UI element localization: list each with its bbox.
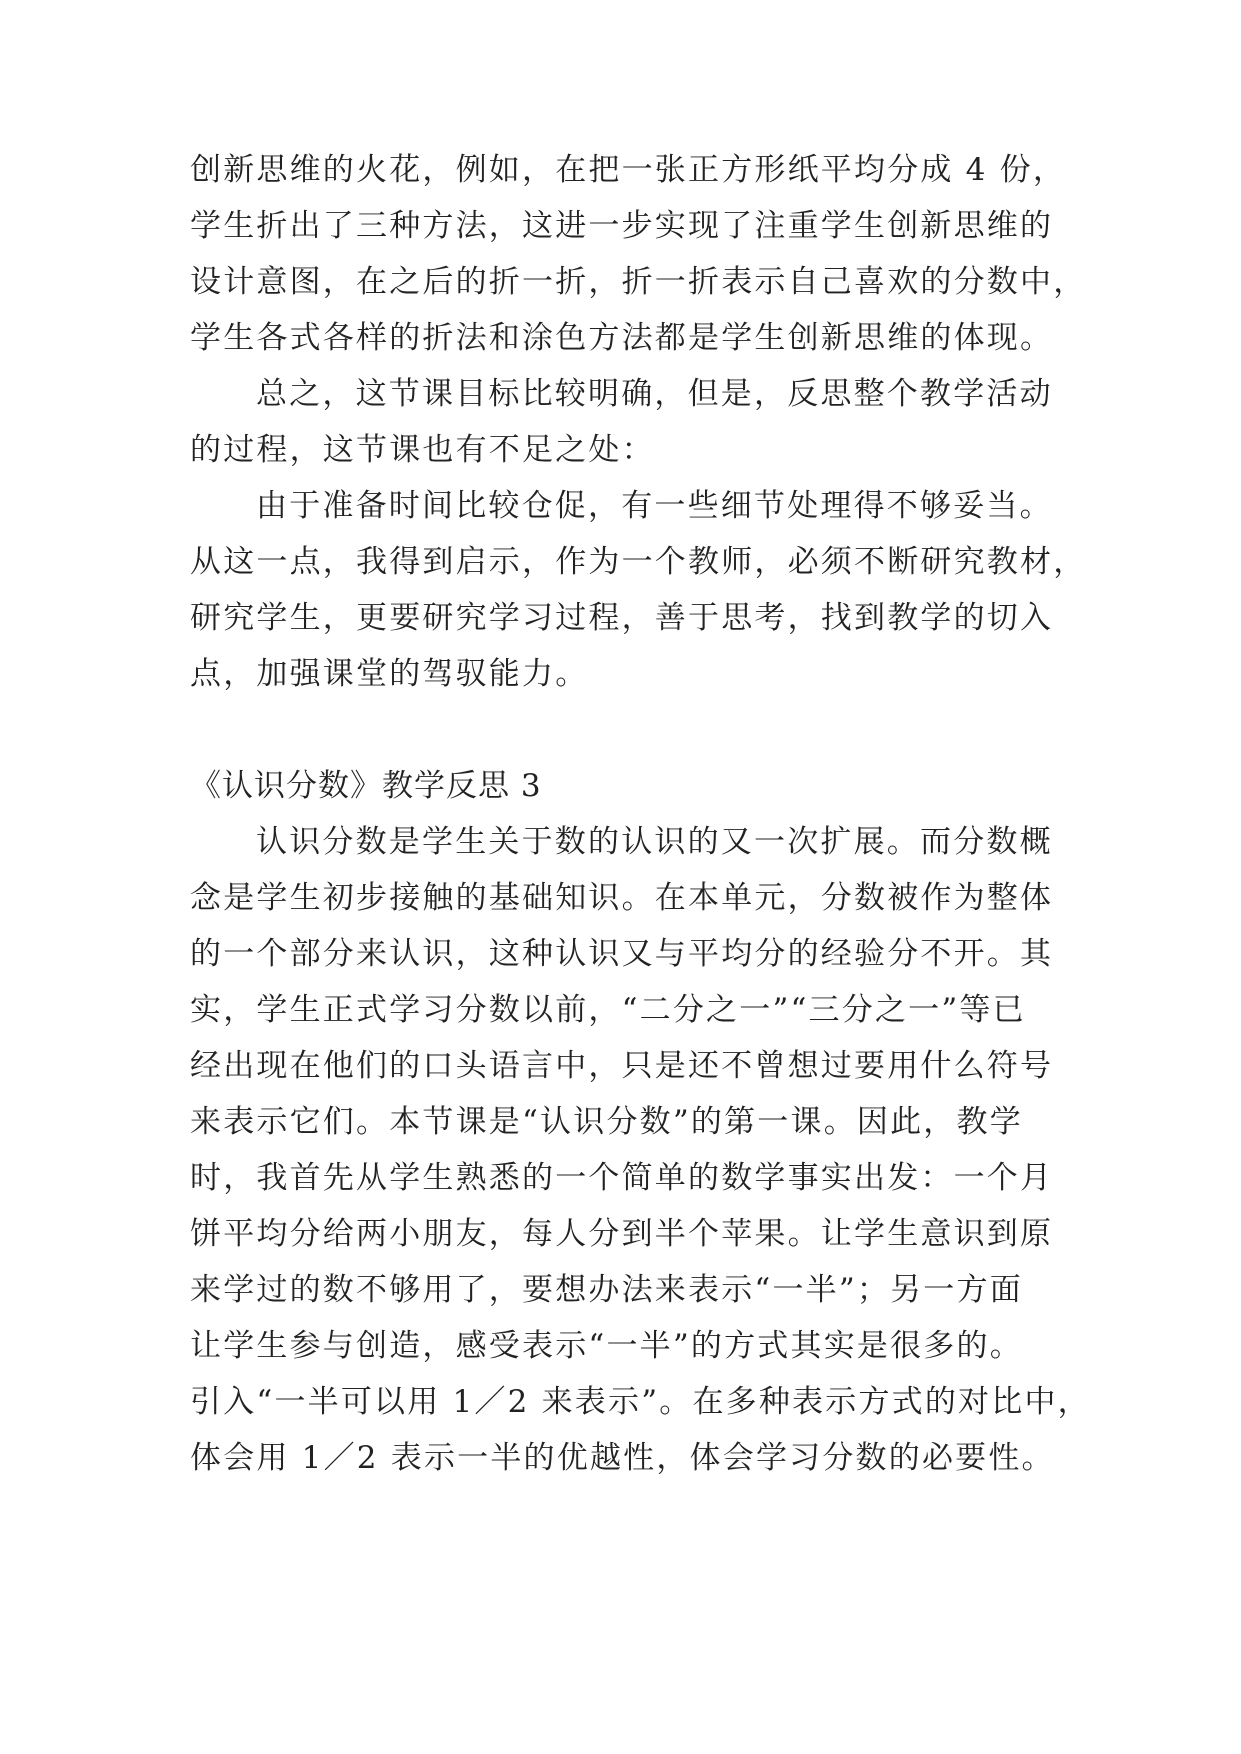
body-text-line: 念是学生初步接触的基础知识。在本单元，分数被作为整体 (190, 880, 1054, 916)
body-text-line: 的过程，这节课也有不足之处： (190, 432, 655, 468)
body-text-line: 设计意图，在之后的折一折，折一折表示自己喜欢的分数中， (190, 264, 1087, 300)
body-text-line: 由于准备时间比较仓促，有一些细节处理得不够妥当。 (256, 488, 1053, 524)
body-text-line: 经出现在他们的口头语言中，只是还不曾想过要用什么符号 (190, 1048, 1054, 1084)
body-text-line: 研究学生，更要研究学习过程，善于思考，找到教学的切入 (190, 600, 1054, 636)
body-text-line: 学生折出了三种方法，这进一步实现了注重学生创新思维的 (190, 208, 1054, 244)
body-text-line: 时，我首先从学生熟悉的一个简单的数学事实出发：一个月 (190, 1160, 1054, 1196)
body-text-line: 的一个部分来认识，这种认识又与平均分的经验分不开。其 (190, 936, 1054, 972)
section-title: 《认识分数》教学反思 3 (190, 768, 542, 804)
body-text-line: 饼平均分给两小朋友，每人分到半个苹果。让学生意识到原 (190, 1216, 1054, 1252)
body-text-line: 学生各式各样的折法和涂色方法都是学生创新思维的体现。 (190, 320, 1054, 356)
body-text-line: 从这一点，我得到启示，作为一个教师，必须不断研究教材， (190, 544, 1087, 580)
body-text-line: 引入“一半可以用 1／2 来表示”。在多种表示方式的对比中， (190, 1384, 1091, 1420)
body-text-line: 让学生参与创造，感受表示“一半”的方式其实是很多的。 (190, 1328, 1023, 1364)
body-text-line: 点，加强课堂的驾驭能力。 (190, 656, 589, 692)
body-text-line: 体会用 1／2 表示一半的优越性，体会学习分数的必要性。 (190, 1440, 1055, 1476)
body-text-line: 认识分数是学生关于数的认识的又一次扩展。而分数概 (256, 824, 1053, 860)
body-text-line: 实，学生正式学习分数以前，“二分之一”“三分之一”等已 (190, 992, 1026, 1028)
body-text-line: 总之，这节课目标比较明确，但是，反思整个教学活动 (256, 376, 1053, 412)
body-text-line: 来表示它们。本节课是“认识分数”的第一课。因此，教学 (190, 1104, 1023, 1140)
body-text-line: 来学过的数不够用了，要想办法来表示“一半”；另一方面 (190, 1272, 1023, 1308)
body-text-line: 创新思维的火花，例如，在把一张正方形纸平均分成 4 份， (190, 152, 1067, 188)
